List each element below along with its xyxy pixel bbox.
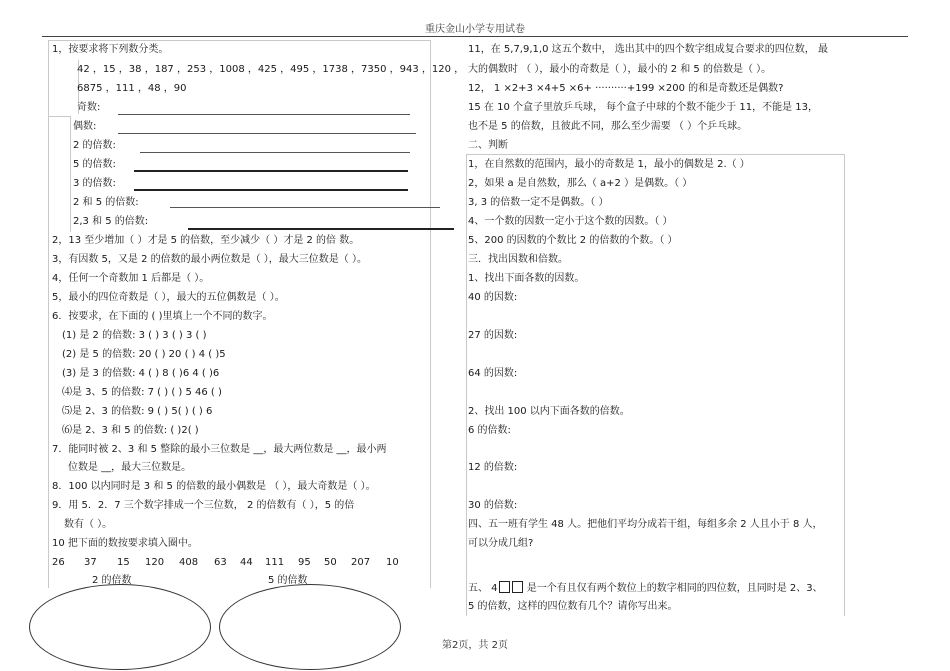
- q6-item-2: (2) 是 5 的倍数: 20 ( ) 20 ( ) 4 ( )5: [62, 349, 226, 360]
- factors-64-label: 64 的因数:: [468, 368, 518, 379]
- factors-27-label: 27 的因数:: [468, 330, 518, 341]
- digit-blank-box: [512, 581, 523, 593]
- q10-number: 50: [324, 557, 337, 568]
- q8-text: 8．100 以内同时是 3 和 5 的倍数的最小偶数是 （ ），最大奇数是（ ）。: [52, 481, 376, 492]
- digit-blank-box: [499, 581, 510, 593]
- multiples-12-label: 12 的倍数:: [468, 462, 518, 473]
- judge-item-2: 2，如果 a 是自然数，那么（ a+2 ）是偶数。（ ）: [468, 178, 693, 189]
- q1-label-mult3: 3 的倍数:: [73, 178, 116, 189]
- q15-line2: 也不是 5 的倍数，且彼此不同，那么至少需要 （ ）个乒乓球。: [468, 121, 748, 132]
- judge-item-5: 5、200 的因数的个数比 2 的倍数的个数。（ ）: [468, 235, 678, 246]
- q6-item-3: (3) 是 3 的倍数: 4 ( ) 8 ( )6 4 ( )6: [62, 368, 220, 379]
- judge-item-3: 3, 3 的倍数一定不是偶数。（ ）: [468, 197, 609, 208]
- q10-number: 95: [298, 557, 311, 568]
- section4-line2: 可以分成几组?: [468, 538, 534, 549]
- q1-label-even: 偶数:: [73, 121, 97, 132]
- multiples-6-label: 6 的倍数:: [468, 425, 511, 436]
- q10-title: 10 把下面的数按要求填入圈中。: [52, 538, 198, 549]
- answer-line-odd: [118, 114, 410, 115]
- q10-number: 10: [386, 557, 399, 568]
- answer-line-mult2and5: [170, 207, 440, 208]
- q10-number: 26: [52, 557, 65, 568]
- section3-sub2: 2、找出 100 以内下面各数的倍数。: [468, 406, 630, 417]
- section3-sub1: 1、找出下面各数的因数。: [468, 273, 585, 284]
- q10-number: 44: [240, 557, 253, 568]
- header-rule: [42, 36, 908, 37]
- section5-line1: [468, 581, 823, 596]
- q9-line2: 数有（ ）。: [64, 519, 113, 530]
- q1-numbers-line1: 42 ，15 ，38 ，187 ，253 ，1008 ，425 ，495 ，1738 ，7350 ，943 ，120 ，: [77, 64, 465, 75]
- q5-text: 5，最小的四位奇数是（ ），最大的五位偶数是（ ）。: [52, 292, 285, 303]
- q10-number: 37: [84, 557, 97, 568]
- right-frame-line: [466, 154, 844, 155]
- section5-suffix: 是一个有且仅有两个数位上的数字相同的四位数，且同时是 2、3、: [523, 583, 823, 594]
- q1-label-mult2: 2 的倍数:: [73, 140, 116, 151]
- q1-title: 1，按要求将下列数分类。: [52, 44, 169, 55]
- circle-label-mult2: 2 的倍数: [92, 575, 132, 586]
- q10-number: 408: [179, 557, 199, 568]
- left-inner-line: [48, 116, 70, 117]
- left-frame-line: [430, 40, 431, 588]
- section5-prefix: 五、 4: [468, 583, 498, 594]
- q10-number: 15: [117, 557, 130, 568]
- q12-text: 12， 1 ×2+3 ×4+5 ×6+ ··········+199 ×200 的和是奇数还是偶数?: [468, 83, 784, 94]
- circle-mult2: [29, 584, 211, 670]
- q2-text: 2，13 至少增加（ ）才是 5 的倍数，至少减少（ ）才是 2 的倍 数。: [52, 235, 360, 246]
- q1-label-odd: 奇数:: [77, 102, 101, 113]
- section3-title: 三．找出因数和倍数。: [468, 254, 568, 265]
- circle-mult5: [219, 584, 401, 670]
- q6-item-6: ⑹是 2、3 和 5 的倍数: ( )2( ): [62, 425, 199, 436]
- q1-label-mult235: 2,3 和 5 的倍数:: [73, 216, 149, 227]
- q10-number: 120: [145, 557, 165, 568]
- q6-title: 6．按要求，在下面的 ( )里填上一个不同的数字。: [52, 311, 273, 322]
- section4-line1: 四、五一班有学生 48 人。把他们平均分成若干组，每组多余 2 人且小于 8 人，: [468, 519, 823, 530]
- q10-number: 63: [214, 557, 227, 568]
- q10-number: 207: [351, 557, 371, 568]
- section5-line2: 5 的倍数，这样的四位数有几个？请你写出来。: [468, 601, 678, 612]
- multiples-30-label: 30 的倍数:: [468, 500, 518, 511]
- q15-line1: 15 在 10 个盒子里放乒乓球， 每个盒子中球的个数不能少于 11，不能是 13，: [468, 102, 818, 113]
- circle-label-mult5: 5 的倍数: [268, 575, 308, 586]
- q6-item-5: ⑸是 2、3 的倍数: 9 ( ) 5( ) ( ) 6: [62, 406, 213, 417]
- answer-line-mult3: [134, 189, 408, 191]
- answer-line-mult235: [188, 228, 454, 230]
- q1-label-mult2and5: 2 和 5 的倍数:: [73, 197, 139, 208]
- judge-section-title: 二、判断: [468, 140, 508, 151]
- q7-line1: 7．能同时被 2、3 和 5 整除的最小三位数是 __，最大两位数是 __，最小两: [52, 444, 387, 455]
- left-frame-line: [48, 40, 49, 588]
- q1-label-mult5: 5 的倍数:: [73, 159, 116, 170]
- answer-line-mult5: [134, 170, 408, 172]
- right-frame-line: [466, 154, 467, 616]
- page-footer: 第2页，共 2页: [442, 640, 508, 651]
- left-frame-line: [48, 40, 430, 41]
- answer-line-mult2: [140, 152, 410, 153]
- judge-item-1: 1，在自然数的范围内，最小的奇数是 1，最小的偶数是 2.（ ）: [468, 159, 750, 170]
- q3-text: 3，有因数 5，又是 2 的倍数的最小两位数是（ ），最大三位数是（ ）。: [52, 254, 367, 265]
- left-inner-line: [70, 116, 71, 232]
- q10-number: 111: [265, 557, 285, 568]
- q4-text: 4，任何一个奇数加 1 后都是（ ）。: [52, 273, 210, 284]
- q9-line1: 9．用 5．2．7 三个数字排成一个三位数， 2 的倍数有（ ），5 的倍: [52, 500, 355, 511]
- page-header-title: 重庆金山小学专用试卷: [425, 24, 525, 35]
- q6-item-1: (1) 是 2 的倍数: 3 ( ) 3 ( ) 3 ( ): [62, 330, 207, 341]
- q11-line1: 11，在 5,7,9,1,0 这五个数中， 选出其中的四个数字组成复合要求的四位数， 最: [468, 44, 828, 55]
- q11-line2: 大的偶数时 （ ），最小的奇数是（ ），最小的 2 和 5 的倍数是（ ）。: [468, 64, 772, 75]
- right-frame-line: [844, 154, 845, 616]
- q1-numbers-line2: 6875 ，111 ，48 ，90: [77, 83, 187, 94]
- judge-item-4: 4、一个数的因数一定小于这个数的因数。（ ）: [468, 216, 673, 227]
- q6-item-4: ⑷是 3、5 的倍数: 7 ( ) ( ) 5 46 ( ): [62, 387, 222, 398]
- answer-line-even: [118, 133, 416, 134]
- q7-line2: 位数是 __，最大三位数是。: [68, 462, 192, 473]
- factors-40-label: 40 的因数:: [468, 292, 518, 303]
